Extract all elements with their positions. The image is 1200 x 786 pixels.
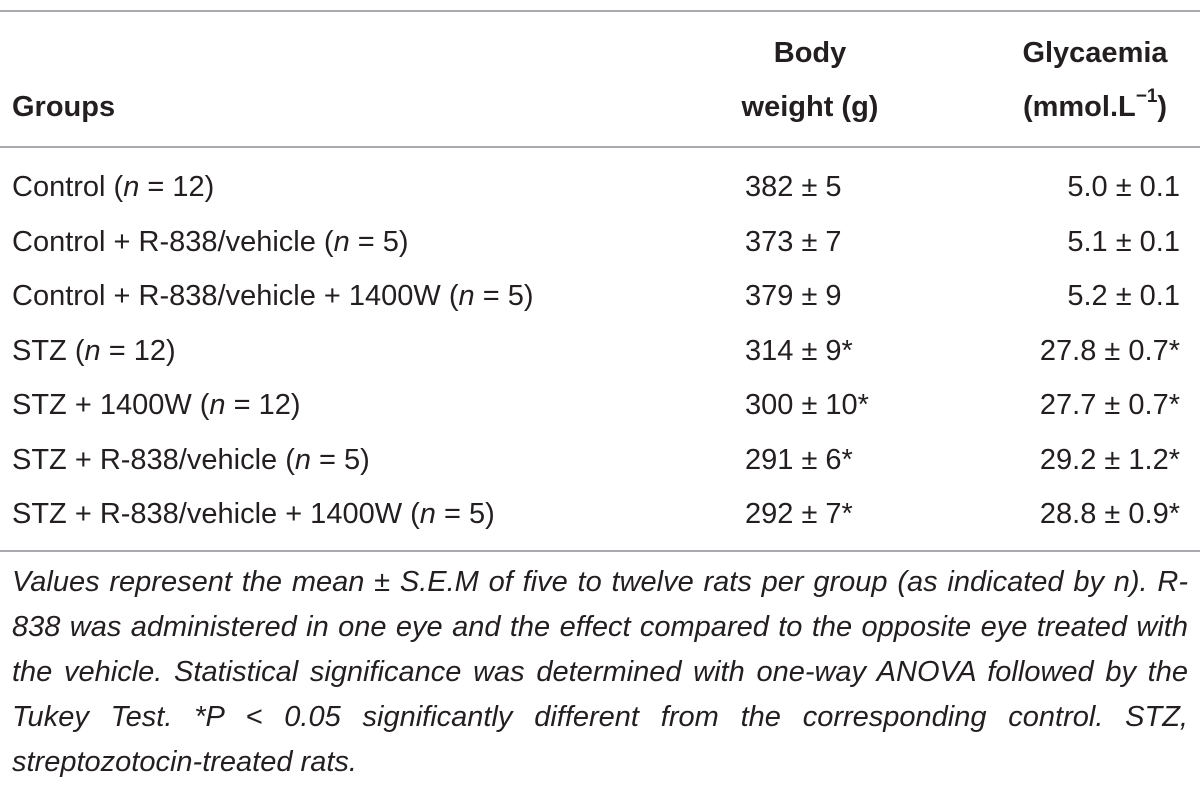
cell-group-n: n — [209, 389, 226, 421]
header-groups: Groups — [12, 91, 116, 123]
cell-group-label: Control + R-838/vehicle ( — [12, 225, 334, 258]
header-glycaemia-line1: Glycaemia — [1022, 37, 1168, 69]
header-glycaemia-unit: (mmol.L — [1022, 91, 1136, 123]
cell-group-n-value: = 12) — [100, 334, 176, 367]
table-footnote: Values represent the mean ± S.E.M of five to twelve rats per group (as indicated by n). R-838 was administered in one eye and the effect compared to the opposite eye treated with the vehicle. Statistical significance was determined with one-way ANOVA followed by the Tukey Test. *P < 0.05 significantly different from the corresponding control. STZ, streptozotocin-treated rats. — [12, 566, 1188, 778]
cell-group-n-value: = 12) — [139, 171, 215, 203]
cell-body-weight: 300 ± 10* — [745, 389, 869, 421]
header-glycaemia-close: ) — [1157, 91, 1168, 123]
cell-glycaemia: 28.8 ± 0.9* — [1039, 498, 1180, 530]
cell-group-label: STZ + R-838/vehicle ( — [12, 443, 295, 476]
cell-glycaemia: 5.0 ± 0.1 — [1067, 171, 1180, 203]
header-body-weight — [700, 26, 920, 134]
table-bottom-rule — [0, 550, 1200, 552]
cell-group-n: n — [123, 171, 140, 203]
cell-glycaemia: 27.7 ± 0.7* — [1039, 389, 1180, 421]
cell-group — [12, 487, 495, 541]
cell-group-n-value: = 5) — [435, 498, 495, 530]
cell-group-n: n — [294, 443, 311, 476]
cell-group-label: STZ + 1400W ( — [12, 389, 210, 421]
cell-body-weight: 373 ± 7 — [745, 225, 842, 258]
cell-group — [12, 215, 409, 269]
cell-group-n: n — [333, 225, 350, 258]
cell-group — [12, 269, 533, 323]
table-row — [0, 215, 1200, 269]
table-row — [0, 324, 1200, 378]
cell-glycaemia: 5.2 ± 0.1 — [1067, 280, 1180, 312]
cell-group — [12, 160, 214, 214]
table-top-rule — [0, 10, 1200, 12]
cell-group-n-value: = 5) — [474, 280, 534, 312]
cell-group — [12, 433, 370, 487]
cell-glycaemia: 27.8 ± 0.7* — [1039, 334, 1180, 367]
header-glycaemia-line2 — [990, 80, 1200, 134]
cell-body-weight: 292 ± 7* — [745, 498, 853, 530]
table-row — [0, 378, 1200, 432]
table-row — [0, 487, 1200, 541]
cell-body-weight: 382 ± 5 — [745, 171, 842, 203]
cell-group — [12, 324, 176, 378]
cell-group-n-value: = 5) — [349, 225, 409, 258]
table-row — [0, 433, 1200, 487]
cell-group-label: Control ( — [12, 171, 124, 203]
cell-group-n-value: = 12) — [225, 389, 301, 421]
cell-group-n-value: = 5) — [311, 443, 370, 476]
table-row — [0, 269, 1200, 323]
cell-group-label: STZ + R-838/vehicle + 1400W ( — [12, 498, 420, 530]
cell-body-weight: 314 ± 9* — [745, 334, 853, 367]
header-body-weight-line1: Body — [773, 37, 847, 69]
cell-group-label: Control + R-838/vehicle + 1400W ( — [12, 280, 459, 312]
cell-group-label: STZ ( — [12, 334, 85, 367]
cell-glycaemia: 5.1 ± 0.1 — [1067, 225, 1180, 258]
header-body-weight-line2: weight (g) — [741, 91, 879, 123]
cell-body-weight: 291 ± 6* — [745, 443, 853, 476]
cell-group — [12, 378, 301, 432]
cell-glycaemia: 29.2 ± 1.2* — [1039, 443, 1180, 476]
header-glycaemia — [990, 26, 1200, 134]
table-row — [0, 160, 1200, 214]
header-glycaemia-exponent: −1 — [1135, 86, 1158, 108]
table-header-rule — [0, 146, 1200, 148]
cell-group-n: n — [458, 280, 475, 312]
cell-group-n: n — [84, 334, 101, 367]
cell-body-weight: 379 ± 9 — [745, 280, 842, 312]
cell-group-n: n — [419, 498, 436, 530]
